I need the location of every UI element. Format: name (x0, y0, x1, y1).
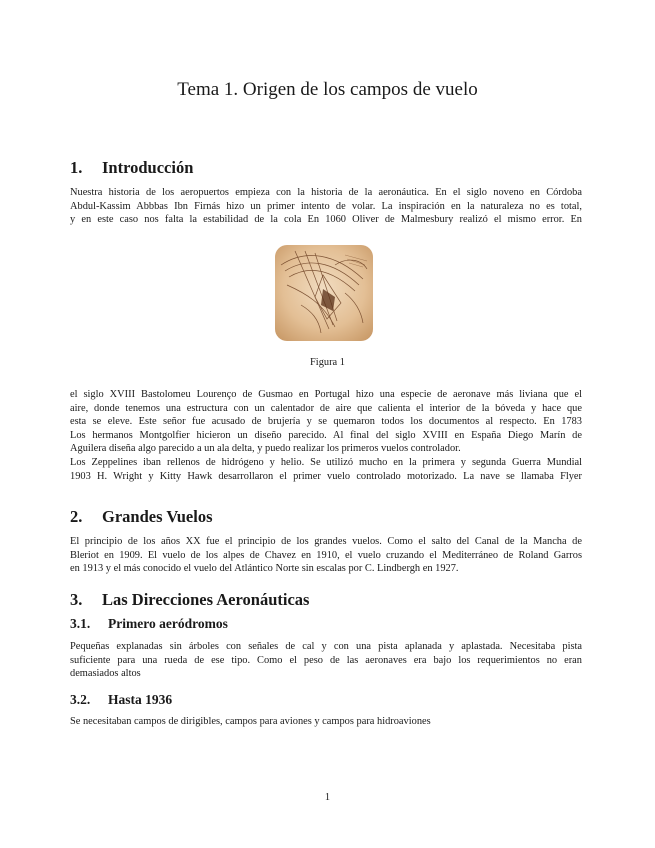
text-line: Los Zeppelines iban rellenos de hidrógeno y helio. Se utilizó mucho en la primera y segunda Guerra Mundial (70, 456, 582, 468)
leonardo-flying-machine-sketch-icon (275, 245, 373, 341)
text-line: Bleriot en 1909. El vuelo de los alpes de Chavez en 1910, el vuelo cruzando el Mediterráneo de Roland Garros (70, 549, 582, 561)
text-line: Los hermanos Montgolfier hicieron un diseño parecido. Al final del siglo XVIII en España Diego Marín de (70, 429, 582, 441)
text-line: 1903 H. Wright y Kitty Hawk desarrollaron el primer vuelo controlado motorizado. La nave se llamaba Flyer (70, 470, 582, 482)
figure-caption: Figura 1 (310, 357, 345, 368)
text-line: en 1913 y el más conocido el vuelo del Atlántico Norte sin escalas por C. Lindbergh en 1927. (70, 563, 459, 575)
text-line: suficiente para una rueda de ese tipo. Como el peso de las aeronaves era bajo los requerimientos no eran (70, 654, 582, 666)
text-line: Pequeñas explanadas sin árboles con señales de cal y con una pista aplanada y aplastada. Necesitaba pista (70, 641, 582, 652)
text-line: demasiados altos (70, 668, 141, 680)
paragraph-introduccion-2 (70, 388, 582, 483)
document-title: Tema 1. Origen de los campos de vuelo (177, 79, 478, 100)
section-heading-introduccion (70, 158, 193, 178)
section-title: Las Direcciones Aeronáuticas (102, 590, 310, 609)
text-line: el siglo XVIII Bastolomeu Lourenço de Gusmao en Portugal hizo una especie de aeronave más liviana que el (70, 389, 582, 400)
paragraph-introduccion-1 (70, 186, 582, 227)
section-heading-direcciones-aeronauticas (70, 590, 309, 610)
section-number: 2. (70, 507, 83, 526)
subsection-heading-primero-aerodromos (70, 616, 228, 632)
page-number: 1 (324, 792, 331, 803)
text-line: Abdul-Kassim Abbbas Ibn Firnás hizo un primer intento de volar. La inspiración en la naturaleza no es total, (70, 200, 582, 212)
text-line: Se necesitaban campos de dirigibles, campos para aviones y campos para hidroaviones (70, 716, 431, 727)
subsection-heading-hasta-1936 (70, 692, 172, 708)
paragraph-grandes-vuelos (70, 535, 582, 576)
figure-image (275, 245, 373, 341)
text-line: Aguilera diseña algo parecido a un ala delta, y puedo realizar los primeros vuelos controlador. (70, 443, 461, 455)
section-number: 3. (70, 590, 83, 609)
subsection-number: 3.1. (70, 616, 91, 631)
text-line: y en este caso nos falta la estabilidad de la cola En 1060 Oliver de Malmesbury realizó el mismo error. En (70, 214, 582, 226)
paragraph-hasta-1936 (70, 715, 582, 729)
section-title: Grandes Vuelos (102, 507, 213, 526)
subsection-number: 3.2. (70, 692, 91, 707)
text-line: aire, donde tenemos una estructura con un calentador de aire que calienta el interior de la bóveda y hace que (70, 402, 582, 414)
paragraph-primero-aerodromos (70, 640, 582, 681)
text-line: El principio de los años XX fue el principio de los grandes vuelos. Como el salto del Canal de la Mancha de (70, 536, 582, 547)
section-heading-grandes-vuelos (70, 507, 213, 527)
subsection-title: Hasta 1936 (108, 692, 173, 707)
text-line: Nuestra historia de los aeropuertos empieza con la historia de la aeronáutica. En el siglo noveno en Córdoba (70, 187, 582, 198)
section-number: 1. (70, 158, 83, 177)
section-title: Introducción (102, 158, 194, 177)
text-line: esta se eleve. Este señor fue acusado de brujería y se quemaron todos los documentos al respecto. En 1783 (70, 416, 582, 428)
subsection-title: Primero aeródromos (108, 616, 228, 631)
